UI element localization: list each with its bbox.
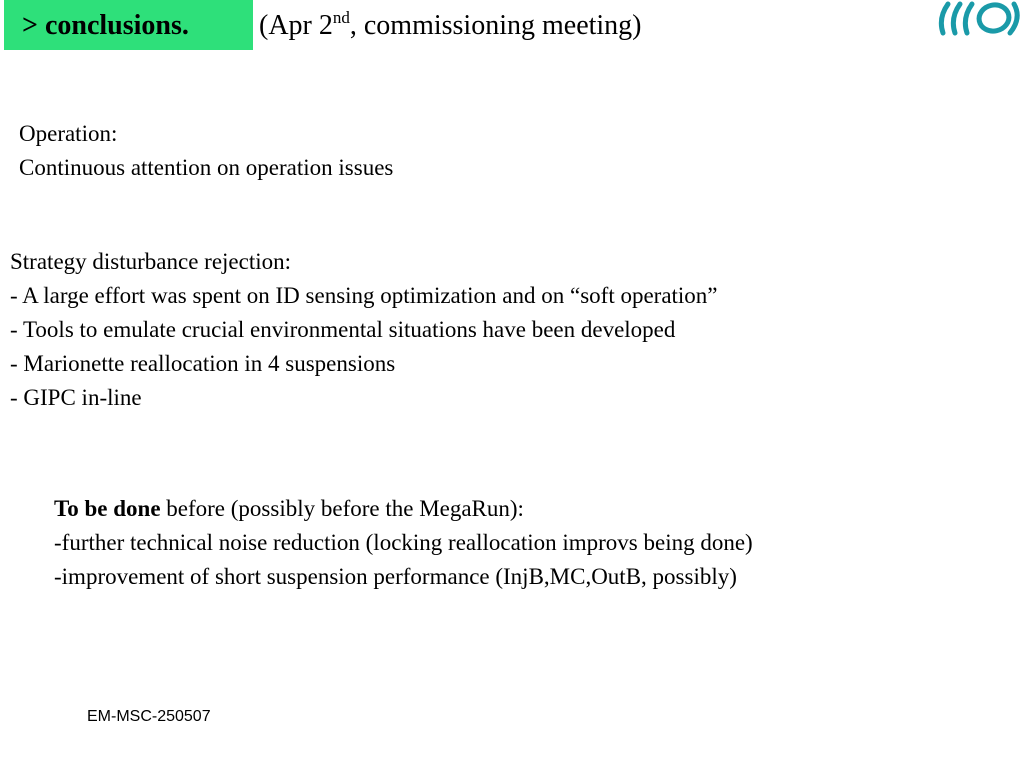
operation-line: Continuous attention on operation issues — [19, 155, 394, 180]
todo-section — [54, 492, 753, 594]
strategy-bullet: - GIPC in-line — [10, 385, 142, 410]
operation-heading: Operation: — [19, 121, 118, 146]
todo-bullet: -improvement of short suspension performance (InjB,MC,OutB, possibly) — [54, 564, 737, 589]
todo-heading — [54, 492, 753, 526]
slide-title: > conclusions. — [22, 10, 189, 41]
slide-subtitle — [259, 10, 642, 42]
subtitle-suffix: , commissioning meeting) — [349, 10, 642, 41]
strategy-bullet: - A large effort was spent on ID sensing optimization and on “soft operation” — [10, 283, 718, 308]
subtitle-superscript: nd — [332, 8, 350, 27]
todo-bullet: -further technical noise reduction (locking reallocation improvs being done) — [54, 530, 753, 555]
virgo-logo-icon — [934, 0, 1024, 36]
subtitle-prefix: (Apr 2 — [259, 10, 333, 41]
todo-heading-bold: To be done — [54, 496, 161, 521]
footer-label: EM-MSC-250507 — [87, 708, 211, 725]
title-banner — [4, 0, 253, 50]
strategy-bullet: - Marionette reallocation in 4 suspensions — [10, 351, 396, 376]
operation-section — [19, 117, 393, 185]
todo-heading-rest: before (possibly before the MegaRun): — [160, 496, 524, 521]
strategy-heading: Strategy disturbance rejection: — [10, 249, 292, 274]
strategy-bullet: - Tools to emulate crucial environmental situations have been developed — [10, 317, 676, 342]
strategy-section — [10, 245, 718, 415]
